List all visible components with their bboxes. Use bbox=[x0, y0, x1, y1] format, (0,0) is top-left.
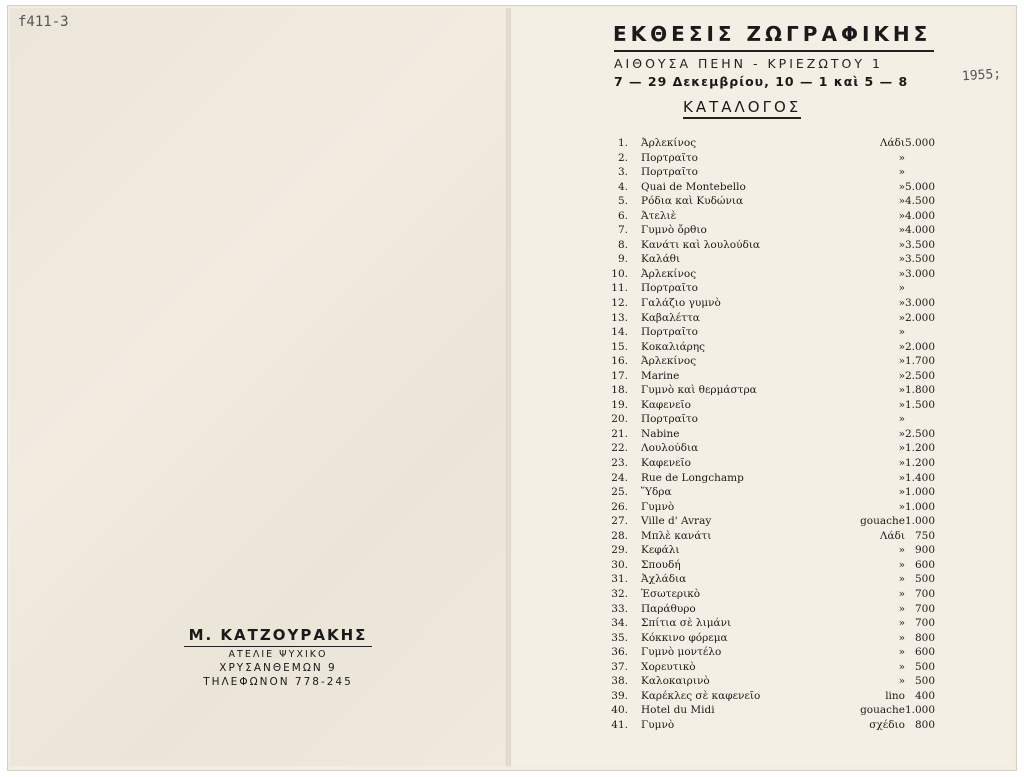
item-price: 1.400 bbox=[904, 471, 935, 484]
item-title: Ἀρλεκίνος bbox=[641, 355, 697, 368]
item-medium: Λάδι bbox=[879, 529, 905, 542]
catalog-row bbox=[600, 369, 945, 384]
item-title: Marine bbox=[641, 369, 680, 382]
item-medium: Λάδι bbox=[879, 137, 905, 149]
item-title: Σπίτια σὲ λιμάνι bbox=[641, 617, 732, 630]
item-price: 600 bbox=[914, 646, 935, 659]
item-title: Πορτραῖτο bbox=[641, 326, 698, 339]
item-number: 17. bbox=[611, 369, 628, 382]
item-title: Γυμνὸ καὶ θερμάστρα bbox=[641, 384, 757, 397]
catalog-row bbox=[600, 674, 945, 689]
item-title: Χορευτικὸ bbox=[641, 660, 696, 673]
item-medium: » bbox=[898, 180, 905, 193]
item-number: 26. bbox=[611, 500, 628, 513]
item-medium: » bbox=[898, 427, 905, 440]
item-number: 19. bbox=[611, 398, 628, 411]
catalog-row bbox=[600, 165, 945, 180]
item-number: 5. bbox=[617, 195, 628, 208]
catalog-row bbox=[600, 136, 945, 151]
item-number: 23. bbox=[611, 457, 628, 470]
item-price: 700 bbox=[914, 617, 935, 630]
catalog-row bbox=[600, 616, 945, 631]
item-number: 27. bbox=[611, 515, 628, 528]
item-number: 25. bbox=[611, 486, 628, 499]
item-number: 1. bbox=[617, 137, 628, 149]
item-price: 5.000 bbox=[904, 137, 935, 149]
item-medium: » bbox=[898, 544, 905, 557]
item-number: 32. bbox=[611, 587, 628, 600]
catalog-row bbox=[600, 267, 945, 282]
item-number: 35. bbox=[611, 631, 628, 644]
item-title: Κόκκινο φόρεμα bbox=[641, 631, 728, 644]
item-medium: » bbox=[898, 587, 905, 600]
item-number: 20. bbox=[611, 413, 628, 426]
item-price: 2.000 bbox=[904, 340, 935, 353]
item-price: 3.000 bbox=[904, 267, 935, 280]
catalog-row bbox=[600, 456, 945, 471]
item-number: 12. bbox=[611, 297, 628, 310]
item-title: Λουλούδια bbox=[641, 442, 699, 455]
item-medium: » bbox=[898, 413, 905, 426]
item-medium: lino bbox=[885, 689, 905, 702]
item-medium: » bbox=[898, 297, 905, 310]
item-medium: » bbox=[898, 602, 905, 615]
title-rule bbox=[614, 50, 934, 52]
item-medium: » bbox=[898, 195, 905, 208]
item-price: 1.000 bbox=[904, 486, 935, 499]
item-number: 36. bbox=[611, 646, 628, 659]
item-number: 24. bbox=[611, 471, 628, 484]
item-title: Quai de Montebello bbox=[641, 180, 746, 193]
catalog-row bbox=[600, 296, 945, 311]
item-price: 1.200 bbox=[904, 457, 935, 470]
item-price: 1.000 bbox=[904, 515, 935, 528]
item-title: Μπλὲ κανάτι bbox=[641, 529, 712, 542]
catalog-row bbox=[600, 485, 945, 500]
artist-phone: ΤΗΛΕΦΩΝΟΝ 778-245 bbox=[203, 676, 353, 688]
artist-rule bbox=[184, 646, 372, 647]
item-title: Καφενεῖο bbox=[641, 457, 691, 470]
item-title: Καλάθι bbox=[641, 253, 681, 266]
catalog-row bbox=[600, 209, 945, 224]
margin-annotation: 1955; bbox=[961, 66, 1002, 85]
item-number: 13. bbox=[611, 311, 628, 324]
item-price: 900 bbox=[914, 544, 935, 557]
item-price: 3.000 bbox=[904, 297, 935, 310]
item-title: Ρόδια καὶ Κυδώνια bbox=[641, 195, 744, 208]
item-medium: » bbox=[898, 660, 905, 673]
catalog-row bbox=[600, 412, 945, 427]
item-number: 30. bbox=[611, 558, 628, 571]
catalog-row bbox=[600, 441, 945, 456]
item-number: 2. bbox=[617, 151, 628, 164]
item-medium: » bbox=[898, 617, 905, 630]
catalog-row bbox=[600, 514, 945, 529]
item-medium: » bbox=[898, 282, 905, 295]
item-number: 34. bbox=[611, 617, 628, 630]
item-title: Γυμνὸ bbox=[641, 500, 675, 513]
item-title: Γυμνὸ bbox=[641, 718, 675, 731]
item-medium: » bbox=[898, 238, 905, 251]
item-price: 600 bbox=[914, 558, 935, 571]
item-number: 31. bbox=[611, 573, 628, 586]
item-medium: » bbox=[898, 326, 905, 339]
item-price: 4.500 bbox=[904, 195, 935, 208]
item-title: Ἀρλεκίνος bbox=[641, 137, 697, 149]
item-number: 21. bbox=[611, 427, 628, 440]
item-number: 37. bbox=[611, 660, 628, 673]
exhibition-dates: 7 — 29 Δεκεμβρίου, 10 — 1 καὶ 5 — 8 bbox=[614, 74, 909, 89]
item-title: Ville d' Avray bbox=[641, 515, 712, 528]
item-medium: » bbox=[898, 224, 905, 237]
item-title: Παράθυρο bbox=[641, 602, 696, 615]
item-price: 4.000 bbox=[904, 224, 935, 237]
item-number: 6. bbox=[617, 209, 628, 222]
catalog-row bbox=[600, 340, 945, 355]
item-number: 3. bbox=[617, 166, 628, 179]
catalog-row bbox=[600, 471, 945, 486]
item-price: 800 bbox=[914, 718, 935, 731]
item-medium: » bbox=[898, 151, 905, 164]
item-medium: » bbox=[898, 486, 905, 499]
catalog-row bbox=[600, 689, 945, 704]
item-number: 7. bbox=[617, 224, 628, 237]
item-title: Hotel du Midi bbox=[641, 704, 715, 717]
item-medium: » bbox=[898, 355, 905, 368]
catalog-row bbox=[600, 529, 945, 544]
item-price: 1.000 bbox=[904, 704, 935, 717]
item-medium: » bbox=[898, 675, 905, 688]
item-medium: » bbox=[898, 471, 905, 484]
item-number: 29. bbox=[611, 544, 628, 557]
item-number: 8. bbox=[617, 238, 628, 251]
item-medium: » bbox=[898, 398, 905, 411]
catalog-row bbox=[600, 398, 945, 413]
item-number: 10. bbox=[611, 267, 628, 280]
item-number: 33. bbox=[611, 602, 628, 615]
catalog-list bbox=[600, 136, 945, 732]
item-number: 16. bbox=[611, 355, 628, 368]
artist-atelier: ΑΤΕΛΙΕ ΨΥΧΙΚΟ bbox=[228, 649, 328, 660]
item-price: 750 bbox=[914, 529, 935, 542]
item-number: 22. bbox=[611, 442, 628, 455]
item-medium: » bbox=[898, 631, 905, 644]
item-medium: gouache bbox=[860, 515, 905, 528]
item-title: Ἀρλεκίνος bbox=[641, 267, 697, 280]
catalog-row bbox=[600, 325, 945, 340]
item-title: Rue de Longchamp bbox=[641, 471, 744, 484]
artist-name: Μ. ΚΑΤΖΟΥΡΑΚΗΣ bbox=[188, 626, 368, 644]
item-title: Καρέκλες σὲ καφενεῖο bbox=[641, 689, 761, 702]
item-price: 2.000 bbox=[904, 311, 935, 324]
item-medium: » bbox=[898, 311, 905, 324]
item-price: 2.500 bbox=[904, 427, 935, 440]
catalog-row bbox=[600, 587, 945, 602]
item-title: Καβαλέττα bbox=[641, 311, 700, 324]
artist-address: ΧΡΥΣΑΝΘΕΜΩΝ 9 bbox=[219, 662, 337, 674]
catalog-row bbox=[600, 602, 945, 617]
item-title: Ὕδρα bbox=[641, 486, 672, 499]
catalog-row bbox=[600, 194, 945, 209]
item-price: 4.000 bbox=[904, 209, 935, 222]
item-number: 38. bbox=[611, 675, 628, 688]
item-medium: » bbox=[898, 253, 905, 266]
item-title: Κανάτι καὶ λουλούδια bbox=[641, 238, 761, 251]
catalog-row bbox=[600, 543, 945, 558]
catalog-row bbox=[600, 151, 945, 166]
catalog-row bbox=[600, 238, 945, 253]
item-price: 1.500 bbox=[904, 398, 935, 411]
item-medium: » bbox=[898, 573, 905, 586]
catalog-row bbox=[600, 660, 945, 675]
catalog-row bbox=[600, 500, 945, 515]
catalog-row bbox=[600, 281, 945, 296]
item-price: 1.700 bbox=[904, 355, 935, 368]
item-medium: » bbox=[898, 340, 905, 353]
artist-imprint bbox=[178, 626, 378, 689]
catalog-row bbox=[600, 572, 945, 587]
item-medium: » bbox=[898, 209, 905, 222]
item-price: 1.200 bbox=[904, 442, 935, 455]
item-title: Γυμνὸ ὄρθιο bbox=[641, 224, 707, 237]
exhibition-venue: ΑΙΘΟΥΣΑ ΠΕΗΝ - ΚΡΙΕΖΩΤΟΥ 1 bbox=[614, 56, 883, 71]
catalog-row bbox=[600, 427, 945, 442]
item-price: 3.500 bbox=[904, 253, 935, 266]
catalog-row bbox=[600, 718, 945, 733]
item-number: 15. bbox=[611, 340, 628, 353]
catalog-row bbox=[600, 631, 945, 646]
item-medium: » bbox=[898, 457, 905, 470]
item-price: 2.500 bbox=[904, 369, 935, 382]
catalog-row bbox=[600, 383, 945, 398]
item-price: 700 bbox=[914, 587, 935, 600]
item-title: Γυμνὸ μοντέλο bbox=[641, 646, 722, 659]
item-medium: » bbox=[898, 369, 905, 382]
item-medium: » bbox=[898, 646, 905, 659]
exhibition-title: ΕΚΘΕΣΙΣ ΖΩΓΡΑΦΙΚΗΣ bbox=[613, 22, 932, 46]
item-medium: » bbox=[898, 267, 905, 280]
item-medium: » bbox=[898, 558, 905, 571]
item-title: Ἀτελιὲ bbox=[641, 209, 677, 222]
catalog-row bbox=[600, 703, 945, 718]
item-price: 1.800 bbox=[904, 384, 935, 397]
item-title: Καφενεῖο bbox=[641, 398, 691, 411]
item-number: 11. bbox=[611, 282, 628, 295]
item-price: 500 bbox=[914, 675, 935, 688]
item-number: 4. bbox=[617, 180, 628, 193]
item-title: Ἀχλάδια bbox=[641, 573, 687, 586]
item-price: 3.500 bbox=[904, 238, 935, 251]
catalog-row bbox=[600, 354, 945, 369]
item-medium: » bbox=[898, 384, 905, 397]
item-medium: gouache bbox=[860, 704, 905, 717]
item-medium: » bbox=[898, 500, 905, 513]
item-number: 40. bbox=[611, 704, 628, 717]
archive-annotation: f411-3 bbox=[18, 14, 69, 30]
item-price: 400 bbox=[914, 689, 935, 702]
item-title: Πορτραῖτο bbox=[641, 413, 698, 426]
item-title: Nabine bbox=[641, 427, 680, 440]
item-title: Πορτραῖτο bbox=[641, 282, 698, 295]
catalog-row bbox=[600, 645, 945, 660]
item-number: 39. bbox=[611, 689, 628, 702]
item-medium: » bbox=[898, 442, 905, 455]
item-medium: » bbox=[898, 166, 905, 179]
item-price: 800 bbox=[914, 631, 935, 644]
item-number: 14. bbox=[611, 326, 628, 339]
item-title: Πορτραῖτο bbox=[641, 166, 698, 179]
item-price: 500 bbox=[914, 660, 935, 673]
item-title: Ἐσωτερικὸ bbox=[641, 587, 701, 600]
catalog-row bbox=[600, 223, 945, 238]
item-number: 41. bbox=[611, 718, 628, 731]
item-title: Πορτραῖτο bbox=[641, 151, 698, 164]
item-title: Γαλάζιο γυμνὸ bbox=[641, 297, 721, 310]
catalog-title: ΚΑΤΑΛΟΓΟΣ bbox=[683, 98, 801, 119]
item-price: 1.000 bbox=[904, 500, 935, 513]
item-price: 700 bbox=[914, 602, 935, 615]
item-medium: σχέδιο bbox=[869, 718, 905, 731]
item-number: 18. bbox=[611, 384, 628, 397]
catalog-row bbox=[600, 180, 945, 195]
item-title: Κεφάλι bbox=[641, 544, 680, 557]
item-price: 500 bbox=[914, 573, 935, 586]
catalog-row bbox=[600, 558, 945, 573]
item-number: 28. bbox=[611, 529, 628, 542]
item-title: Καλοκαιρινὸ bbox=[641, 675, 710, 688]
item-number: 9. bbox=[617, 253, 628, 266]
item-title: Σπουδή bbox=[641, 558, 681, 571]
catalog-row bbox=[600, 252, 945, 267]
catalog-row bbox=[600, 311, 945, 326]
item-price: 5.000 bbox=[904, 180, 935, 193]
item-title: Κοκαλιάρης bbox=[641, 340, 706, 353]
